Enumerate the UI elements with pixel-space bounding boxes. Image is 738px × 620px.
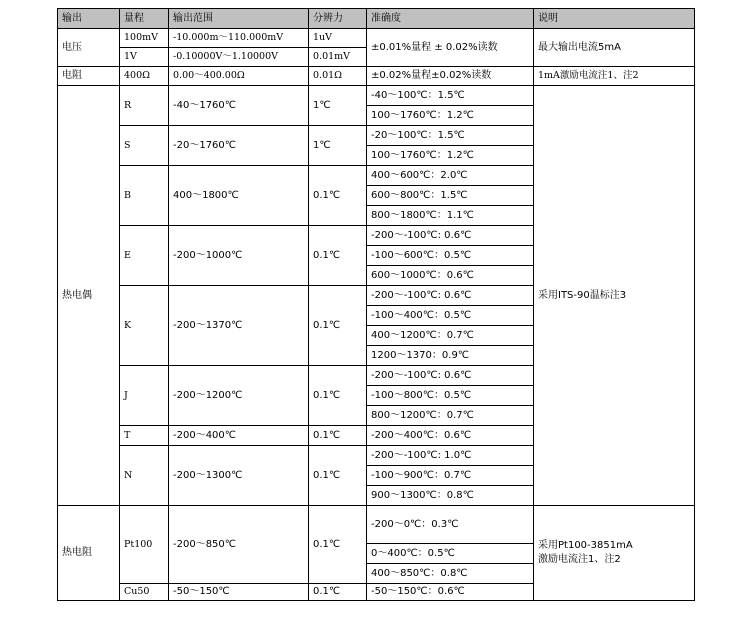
tc-accuracy-s-1: -20～100℃：1.5℃ <box>367 126 534 146</box>
tc-output-range-t: -200～400℃ <box>169 426 309 446</box>
tc-output-range-n: -200～1300℃ <box>169 446 309 506</box>
header-resolution: 分辨力 <box>309 9 367 29</box>
tc-accuracy-r-2: 100～1760℃：1.2℃ <box>367 106 534 126</box>
header-output: 输出 <box>58 9 120 29</box>
rtd-remark <box>534 506 695 601</box>
tc-type-t: T <box>120 426 169 446</box>
header-remark: 说明 <box>534 9 695 29</box>
rtd-range-pt100: Pt100 <box>120 506 169 584</box>
tc-accuracy-k-1: -200～-100℃: 0.6℃ <box>367 286 534 306</box>
tc-resolution-e: 0.1℃ <box>309 226 367 286</box>
tc-accuracy-r-1: -40～100℃：1.5℃ <box>367 86 534 106</box>
rtd-label: 热电阻 <box>58 506 120 601</box>
tc-resolution-b: 0.1℃ <box>309 166 367 226</box>
tc-type-e: E <box>120 226 169 286</box>
tc-accuracy-n-2: -100～900℃：0.7℃ <box>367 466 534 486</box>
tc-resolution-k: 0.1℃ <box>309 286 367 366</box>
voltage-output-range-100mv: -10.000m～110.000mV <box>169 29 309 48</box>
header-output-range: 输出范围 <box>169 9 309 29</box>
tc-resolution-n: 0.1℃ <box>309 446 367 506</box>
tc-type-b: B <box>120 166 169 226</box>
resistance-row <box>58 67 695 86</box>
tc-resolution-j: 0.1℃ <box>309 366 367 426</box>
voltage-accuracy: ±0.01%量程 ± 0.02%读数 <box>367 29 534 67</box>
tc-accuracy-e-1: -200～-100℃: 0.6℃ <box>367 226 534 246</box>
tc-resolution-r: 1℃ <box>309 86 367 126</box>
voltage-label: 电压 <box>58 29 120 67</box>
tc-accuracy-k-3: 400～1200℃：0.7℃ <box>367 326 534 346</box>
spec-table <box>57 8 695 601</box>
tc-accuracy-j-3: 800～1200℃：0.7℃ <box>367 406 534 426</box>
rtd-remark-line-1: 采用Pt100-3851mA <box>538 540 633 551</box>
tc-output-range-k: -200～1370℃ <box>169 286 309 366</box>
tc-row-r-1 <box>58 86 695 106</box>
rtd-accuracy-pt100-3: 400～850℃：0.8℃ <box>367 564 534 584</box>
tc-accuracy-e-3: 600～1000℃：0.6℃ <box>367 266 534 286</box>
header-accuracy: 准确度 <box>367 9 534 29</box>
rtd-accuracy-cu50: -50～150℃：0.6℃ <box>367 584 534 601</box>
tc-resolution-s: 1℃ <box>309 126 367 166</box>
tc-accuracy-e-2: -100～600℃：0.5℃ <box>367 246 534 266</box>
rtd-output-range-cu50: -50～150℃ <box>169 584 309 601</box>
tc-type-j: J <box>120 366 169 426</box>
tc-output-range-e: -200～1000℃ <box>169 226 309 286</box>
voltage-range-1v: 1V <box>120 48 169 67</box>
tc-type-n: N <box>120 446 169 506</box>
voltage-resolution-100mv: 1uV <box>309 29 367 48</box>
tc-accuracy-b-1: 400～600℃：2.0℃ <box>367 166 534 186</box>
resistance-range: 400Ω <box>120 67 169 86</box>
rtd-range-cu50: Cu50 <box>120 584 169 601</box>
rtd-resolution-pt100: 0.1℃ <box>309 506 367 584</box>
voltage-output-range-1v: -0.10000V～1.10000V <box>169 48 309 67</box>
rtd-output-range-pt100: -200～850℃ <box>169 506 309 584</box>
tc-accuracy-k-2: -100～400℃：0.5℃ <box>367 306 534 326</box>
rtd-accuracy-pt100-2: 0～400℃：0.5℃ <box>367 544 534 564</box>
tc-accuracy-b-3: 800～1800℃：1.1℃ <box>367 206 534 226</box>
tc-type-s: S <box>120 126 169 166</box>
voltage-remark: 最大输出电流5mA <box>534 29 695 67</box>
voltage-row-100mv <box>58 29 695 48</box>
rtd-resolution-cu50: 0.1℃ <box>309 584 367 601</box>
tc-output-range-j: -200～1200℃ <box>169 366 309 426</box>
tc-output-range-r: -40～1760℃ <box>169 86 309 126</box>
resistance-remark: 1mA激励电流注1、注2 <box>534 67 695 86</box>
header-row <box>58 9 695 29</box>
tc-accuracy-b-2: 600～800℃：1.5℃ <box>367 186 534 206</box>
resistance-resolution: 0.01Ω <box>309 67 367 86</box>
resistance-accuracy: ±0.02%量程±0.02%读数 <box>367 67 534 86</box>
tc-accuracy-s-2: 100～1760℃：1.2℃ <box>367 146 534 166</box>
resistance-label: 电阻 <box>58 67 120 86</box>
tc-accuracy-k-4: 1200～1370：0.9℃ <box>367 346 534 366</box>
tc-output-range-b: 400～1800℃ <box>169 166 309 226</box>
tc-accuracy-n-3: 900～1300℃：0.8℃ <box>367 486 534 506</box>
resistance-output-range: 0.00～400.00Ω <box>169 67 309 86</box>
rtd-remark-line-2: 激励电流注1、注2 <box>538 554 621 565</box>
tc-accuracy-j-1: -200～-100℃: 0.6℃ <box>367 366 534 386</box>
thermocouple-label: 热电偶 <box>58 86 120 506</box>
tc-type-r: R <box>120 86 169 126</box>
tc-accuracy-t-1: -200～400℃：0.6℃ <box>367 426 534 446</box>
voltage-resolution-1v: 0.01mV <box>309 48 367 67</box>
tc-type-k: K <box>120 286 169 366</box>
tc-accuracy-j-2: -100～800℃：0.5℃ <box>367 386 534 406</box>
header-range: 量程 <box>120 9 169 29</box>
voltage-range-100mv: 100mV <box>120 29 169 48</box>
tc-accuracy-n-1: -200～-100℃: 1.0℃ <box>367 446 534 466</box>
rtd-row-pt100-1 <box>58 506 695 544</box>
tc-resolution-t: 0.1℃ <box>309 426 367 446</box>
rtd-accuracy-pt100-1: -200～0℃：0.3℃ <box>367 506 534 544</box>
thermocouple-remark: 采用ITS-90温标注3 <box>534 86 695 506</box>
tc-output-range-s: -20～1760℃ <box>169 126 309 166</box>
